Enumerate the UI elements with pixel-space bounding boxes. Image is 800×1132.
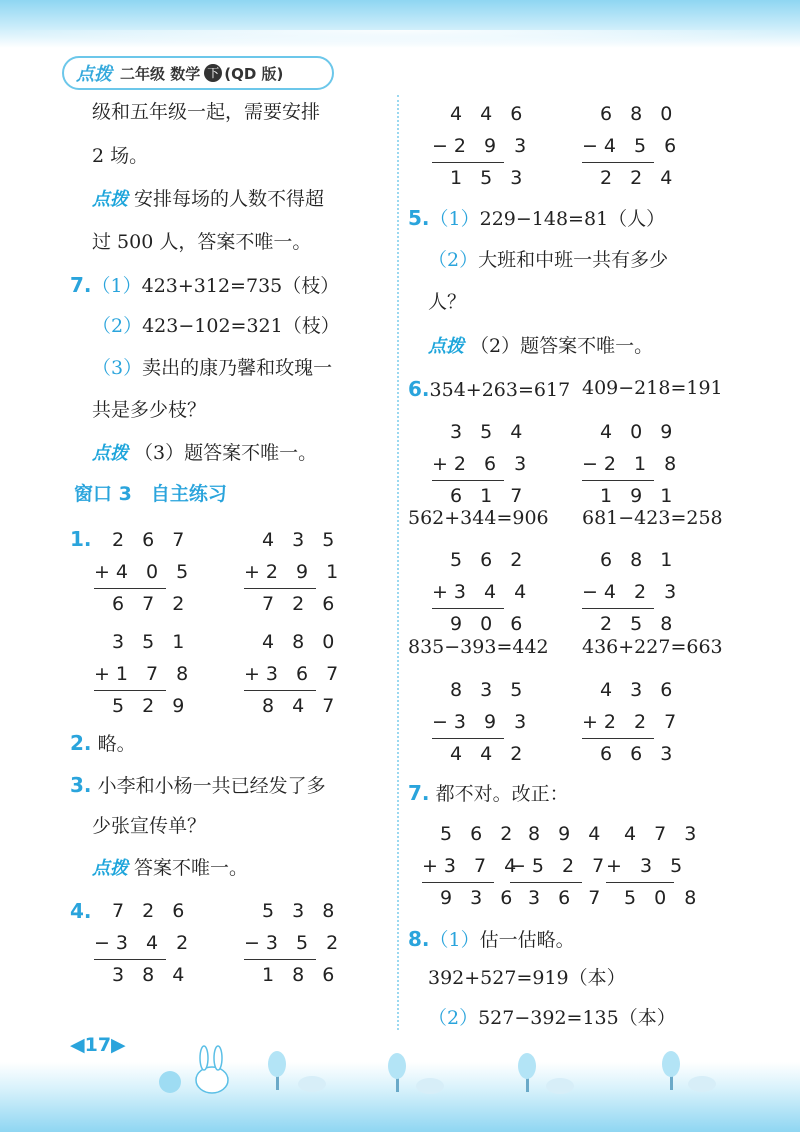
answer-line [428,1008,676,1029]
vertical-calc-mid: −5 2 7 [510,855,611,877]
calc-line [432,162,504,163]
vertical-calc-mid: +4 0 5 [94,561,195,583]
vertical-calc-result: 8 4 7 [262,695,341,717]
vertical-calc-mid: +2 2 7 [582,711,683,733]
part-tag: （2） [428,249,479,271]
tip-text: （2）题答案不唯一。 [470,335,654,357]
rabbit-icon [159,1046,228,1093]
vertical-calc-result: 6 6 3 [600,743,679,765]
answer-text: 都不对。改正： [435,783,569,805]
calc-line [94,959,166,960]
part-tag: （1） [91,275,142,297]
vertical-calc-result: 2 5 8 [600,613,679,635]
vertical-calc-mid: −3 9 3 [432,711,533,733]
calc-line [244,959,316,960]
volume-badge: 下 [204,64,222,82]
answer-text: 大班和中班一共有多少 [478,249,669,271]
column-divider [397,95,399,1030]
tip-text: 安排每场的人数不得超 [134,188,325,210]
vertical-calc-mid: +2 6 3 [432,453,533,475]
vertical-calc-top: 4 8 0 [262,631,341,653]
vertical-calc-result: 9 3 6 [440,887,519,909]
brand-logo: 点拨 [76,64,112,85]
equation: 436+227=663 [582,636,723,658]
question-7 [70,274,339,297]
calc-line [606,882,674,883]
vertical-calc-result: 1 8 6 [262,964,341,986]
vertical-calc-top: 3 5 1 [112,631,191,653]
vertical-calc-top: 6 8 1 [600,549,679,571]
vertical-calc-top: 6 8 0 [600,103,679,125]
vertical-calc-result: 9 0 6 [450,613,529,635]
question-2 [70,732,136,755]
vertical-calc-top: 4 3 6 [600,679,679,701]
vertical-calc-top: 5 6 2 [450,549,529,571]
vertical-calc-result: 7 2 6 [262,593,341,615]
answer-text: 423+312=735（枝） [141,275,340,297]
question-number: 7. [70,273,92,297]
tree-icon [268,1051,326,1092]
tree-icon [388,1053,444,1094]
question-number: 7. [408,781,430,805]
tree-icon [662,1051,716,1092]
top-band [0,0,800,48]
vertical-calc-top: 7 2 6 [112,900,191,922]
question-number: 1. [70,527,92,551]
text-line: 共是多少枝？ [92,399,207,421]
vertical-calc-top: 4 0 9 [600,421,679,443]
answer-line [428,250,668,271]
vertical-calc-mid: −2 9 3 [432,135,533,157]
part-tag: （3） [92,357,143,379]
question-number: 8. [408,927,430,951]
tip-label: 点拨 [92,443,128,464]
vertical-calc-result: 1 9 1 [600,485,679,507]
question-7-right [408,782,569,805]
equation: 562+344=906 [408,507,549,529]
vertical-calc-result: 5 2 9 [112,695,191,717]
answer-text: 229−148=81（人） [479,208,666,230]
question-number: 6. [408,377,430,401]
vertical-calc-top: 5 6 2 [440,823,519,845]
question-number: 2. [70,731,92,755]
calc-line [432,480,504,481]
text-line: 少张宣传单？ [92,815,207,837]
answer-line [92,316,340,337]
calc-line [244,690,316,691]
bottom-decoration [140,1042,740,1102]
part-tag: （1） [429,929,480,951]
header-subject: 二年级 数学 [120,64,201,83]
vertical-calc-result: 1 5 3 [450,167,529,189]
vertical-calc-result: 4 4 2 [450,743,529,765]
vertical-calc-result: 6 1 7 [450,485,529,507]
question-6 [408,378,570,401]
vertical-calc-mid: + 3 5 [606,855,689,877]
equation: 409−218=191 [582,377,723,399]
vertical-calc-mid: +3 6 7 [244,663,345,685]
vertical-calc-top: 4 3 5 [262,529,341,551]
vertical-calc-mid: −3 5 2 [244,932,345,954]
page-header [62,56,334,90]
tip-text: （3）题答案不唯一。 [134,442,318,464]
tree-icon [518,1053,574,1094]
text-line: 级和五年级一起，需要安排 [92,101,321,123]
calc-line [422,882,494,883]
vertical-calc-mid: −3 4 2 [94,932,195,954]
vertical-calc-mid: −4 2 3 [582,581,683,603]
text-line: 过 500 人，答案不唯一。 [92,231,312,253]
vertical-calc-top: 2 6 7 [112,529,191,551]
part-tag: （1） [429,208,480,230]
answer-text: 527−392=135（本） [478,1007,676,1029]
vertical-calc-top: 8 3 5 [450,679,529,701]
vertical-calc-top: 8 9 4 [528,823,607,845]
answer-line [92,358,332,379]
vertical-calc-result: 3 8 4 [112,964,191,986]
question-number: 4. [70,899,92,923]
tip-line [92,443,317,464]
equation: 392+527=919（本） [428,967,626,989]
question-8 [408,928,575,951]
question-number: 5. [408,206,430,230]
vertical-calc-result: 5 0 8 [624,887,703,909]
calc-line [94,690,166,691]
question-number: 3. [70,773,92,797]
vertical-calc-mid: +3 7 4 [422,855,523,877]
tip-text: 答案不唯一。 [134,857,249,879]
tip-label: 点拨 [92,189,128,210]
text-line: 人？ [428,291,467,313]
answer-text: 估一估略。 [479,929,575,951]
part-tag: （2） [428,1007,479,1029]
vertical-calc-mid: −4 5 6 [582,135,683,157]
equation: 354+263=617 [429,379,571,401]
part-tag: （2） [92,315,143,337]
vertical-calc-mid: −2 1 8 [582,453,683,475]
vertical-calc-top: 4 4 6 [450,103,529,125]
tip-line [428,336,653,357]
tip-line [92,858,248,879]
vertical-calc-mid: +3 4 4 [432,581,533,603]
tip-label: 点拨 [92,858,128,879]
calc-line [94,588,166,589]
header-edition: (QD 版) [224,64,284,83]
page-number: ◀17▶ [70,1034,126,1056]
vertical-calc-top: 4 7 3 [624,823,703,845]
vertical-calc-result: 3 6 7 [528,887,607,909]
section-title: 窗口 3 自主练习 [74,483,227,505]
tip-label: 点拨 [428,336,464,357]
answer-text: 423−102=321（枝） [142,315,340,337]
answer-text: 卖出的康乃馨和玫瑰一 [142,357,333,379]
answer-text: 略。 [97,733,136,755]
vertical-calc-mid: +2 9 1 [244,561,345,583]
equation: 835−393=442 [408,636,549,658]
question-5 [408,207,665,230]
equation: 681−423=258 [582,507,723,529]
tip-line [92,189,324,210]
calc-line [432,738,504,739]
calc-line [432,608,504,609]
calc-line [510,882,582,883]
vertical-calc-mid: +1 7 8 [94,663,195,685]
calc-line [582,608,654,609]
vertical-calc-result: 2 2 4 [600,167,679,189]
vertical-calc-top: 3 5 4 [450,421,529,443]
calc-line [244,588,316,589]
calc-line [582,162,654,163]
answer-text: 小李和小杨一共已经发了多 [97,775,326,797]
question-3 [70,774,326,797]
vertical-calc-top: 5 3 8 [262,900,341,922]
text-line: 2 场。 [92,145,149,167]
vertical-calc-result: 6 7 2 [112,593,191,615]
calc-line [582,480,654,481]
calc-line [582,738,654,739]
